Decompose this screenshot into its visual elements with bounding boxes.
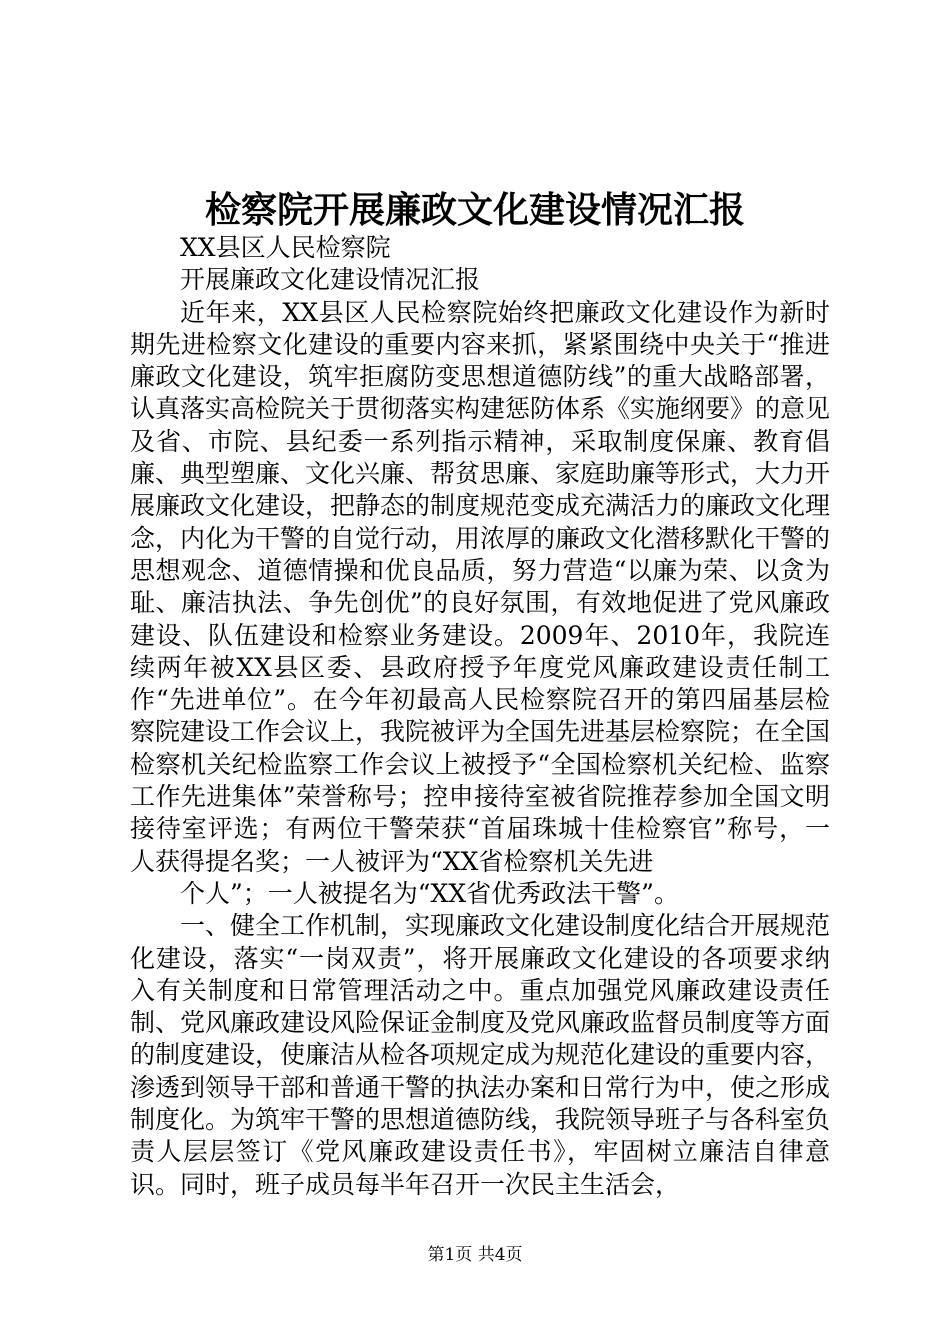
document-title: 检察院开展廉政文化建设情况汇报 (204, 189, 745, 231)
paragraph-organization: XX县区人民检察院 (180, 233, 391, 262)
paragraph-introduction: 近年来，XX县区人民检察院始终把廉政文化建设作为新时期先进检察文化建设的重要内容来抓，紧紧围绕中央关于“推进廉政文化建设，筑牢拒腐防变思想道德防线”的重大战略部署，认真落实高检院关于贯彻落实构建惩防体系《实施纲要》的意见及省、市院、县纪委一系列指示精神，采取制度保廉、教育倡廉、典型塑廉、文化兴廉、帮贫思廉、家庭助廉等形式，大力开展廉政文化建设，把静态的制度规范变成充满活力的廉政文化理念，内化为干警的自觉行动，用浓厚的廉政文化潜移默化干警的思想观念、道德情操和优良品质，努力营造“以廉为荣、以贪为耻、廉洁执法、争先创优”的良好氛围，有效地促进了党风廉政建设、队伍建设和检察业务建设。2009年、2010年，我院连续两年被XX县区委、县政府授予年度党风廉政建设责任制工作“先进单位”。在今年初最高人民检察院召开的第四届基层检察院建设工作会议上，我院被评为全国先进基层检察院；在全国检察机关纪检监察工作会议上被授予“全国检察机关纪检、监察工作先进集体”荣誉称号；控申接待室被省院推荐参加全国文明接待室评选；有两位干警荣获“首届珠城十佳检察官”称号，一人获得提名奖；一人被评为“XX省检察机关先进 (130, 297, 831, 876)
page-number-footer: 第1页 共4页 (427, 1245, 523, 1265)
document-body (130, 232, 830, 1201)
paragraph-section-one: 一、健全工作机制，实现廉政文化建设制度化结合开展规范化建设，落实“一岗双责”，将开展廉政文化建设的各项要求纳入有关制度和日常管理活动之中。重点加强党风廉政建设责任制、党风廉政建设风险保证金制度及党风廉政监督员制度等方面的制度建设，使廉洁从检各项规定成为规范化建设的重要内容，渗透到领导干部和普通干警的执法办案和日常行为中，使之形成制度化。为筑牢干警的思想道德防线，我院领导班子与各科室负责人层层签订《党风廉政建设责任书》，牢固树立廉洁自律意识。同时，班子成员每半年召开一次民主生活会， (130, 911, 831, 1199)
paragraph-subtitle: 开展廉政文化建设情况汇报 (180, 265, 481, 295)
paragraph-introduction-continued: 个人”；一人被提名为“XX省优秀政法干警”。 (180, 878, 679, 908)
